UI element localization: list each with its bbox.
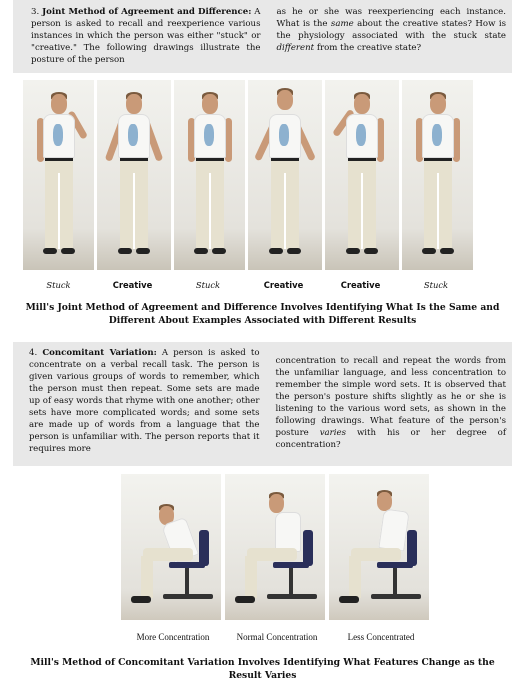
posture-captions-row xyxy=(23,280,473,290)
section-4-number: 4. xyxy=(29,348,38,358)
caption-stuck-3: Stuck xyxy=(423,280,449,290)
photo-normal-concentration xyxy=(225,474,325,620)
figure-1-caption: Mill's Joint Method of Agreement and Difference Involves Identifying What Is the Same and Different About Examples Associated with Different Results xyxy=(25,302,500,326)
section-3-heading: Joint Method of Agreement and Difference: xyxy=(42,7,252,17)
section-4-box xyxy=(13,342,512,466)
photo-creative-2 xyxy=(248,80,322,270)
section-4-text-2b: with his or her degree of concentration? xyxy=(275,428,506,450)
photo-creative-3 xyxy=(325,80,399,270)
photo-more-concentration xyxy=(121,474,221,620)
photo-stuck-2 xyxy=(174,80,245,270)
posture-photos-row xyxy=(23,80,473,270)
caption-stuck-1: Stuck xyxy=(46,280,71,290)
caption-normal-concentration: Normal Concentration xyxy=(236,632,318,642)
caption-creative-2: Creative xyxy=(263,280,304,290)
section-3-box xyxy=(13,0,512,73)
section-3-text-2c: from the creative state? xyxy=(314,43,422,53)
seated-captions-row xyxy=(121,632,433,642)
photo-less-concentrated xyxy=(329,474,429,620)
section-3-col-2 xyxy=(277,6,507,66)
caption-more-concentration: More Concentration xyxy=(136,632,210,642)
caption-creative-3: Creative xyxy=(340,280,381,290)
section-3-text-1: A person is asked to recall and reexperience various instances in which the person was either "stuck" or "creative." The following drawings illustrate the posture of the person xyxy=(31,7,261,65)
photo-stuck-1 xyxy=(23,80,94,270)
section-4-text-1: A person is asked to concentrate on a verbal recall task. The person is given various groups of words to remember, which the person must then repeat. Some sets are made up of easy words that rhyme with one another; other sets have more complicated words; and some sets are made up of words from a language that the person is unfamiliar with. The person reports that it requires more xyxy=(29,348,260,454)
section-4-col-2 xyxy=(276,347,507,455)
section-3-text-2b: about the creative states? How is the physiology associated with the stuck state xyxy=(276,19,506,41)
section-4-text-2a: concentration to recall and repeat the words from the unfamiliar language, and less concentration to remember the simple word sets. It is observed that the person's posture shifts slightly as he or she is listening to the various word sets, as shown in the following drawings. What feature of the person's posture xyxy=(275,356,506,438)
section-3-text-2a: as he or she was reexperiencing each instance. What is the xyxy=(276,7,506,29)
section-4-emphasis-varies: varies xyxy=(319,428,347,438)
photo-stuck-3 xyxy=(402,80,473,270)
photo-creative-1 xyxy=(97,80,171,270)
figure-2-caption: Mill's Method of Concomitant Variation Involves Identifying What Features Change as the Result Varies xyxy=(30,657,495,681)
section-3-col-1 xyxy=(31,6,261,66)
section-3-number: 3. xyxy=(31,7,40,17)
caption-stuck-2: Stuck xyxy=(195,280,221,290)
section-3-emphasis-different: different xyxy=(276,43,315,53)
section-4-col-1 xyxy=(29,347,260,455)
caption-less-concentrated: Less Concentrated xyxy=(347,632,415,642)
seated-photos-row xyxy=(121,474,429,620)
section-4-heading: Concomitant Variation: xyxy=(42,348,157,358)
caption-creative-1: Creative xyxy=(112,280,153,290)
section-3-emphasis-same: same xyxy=(330,19,354,29)
